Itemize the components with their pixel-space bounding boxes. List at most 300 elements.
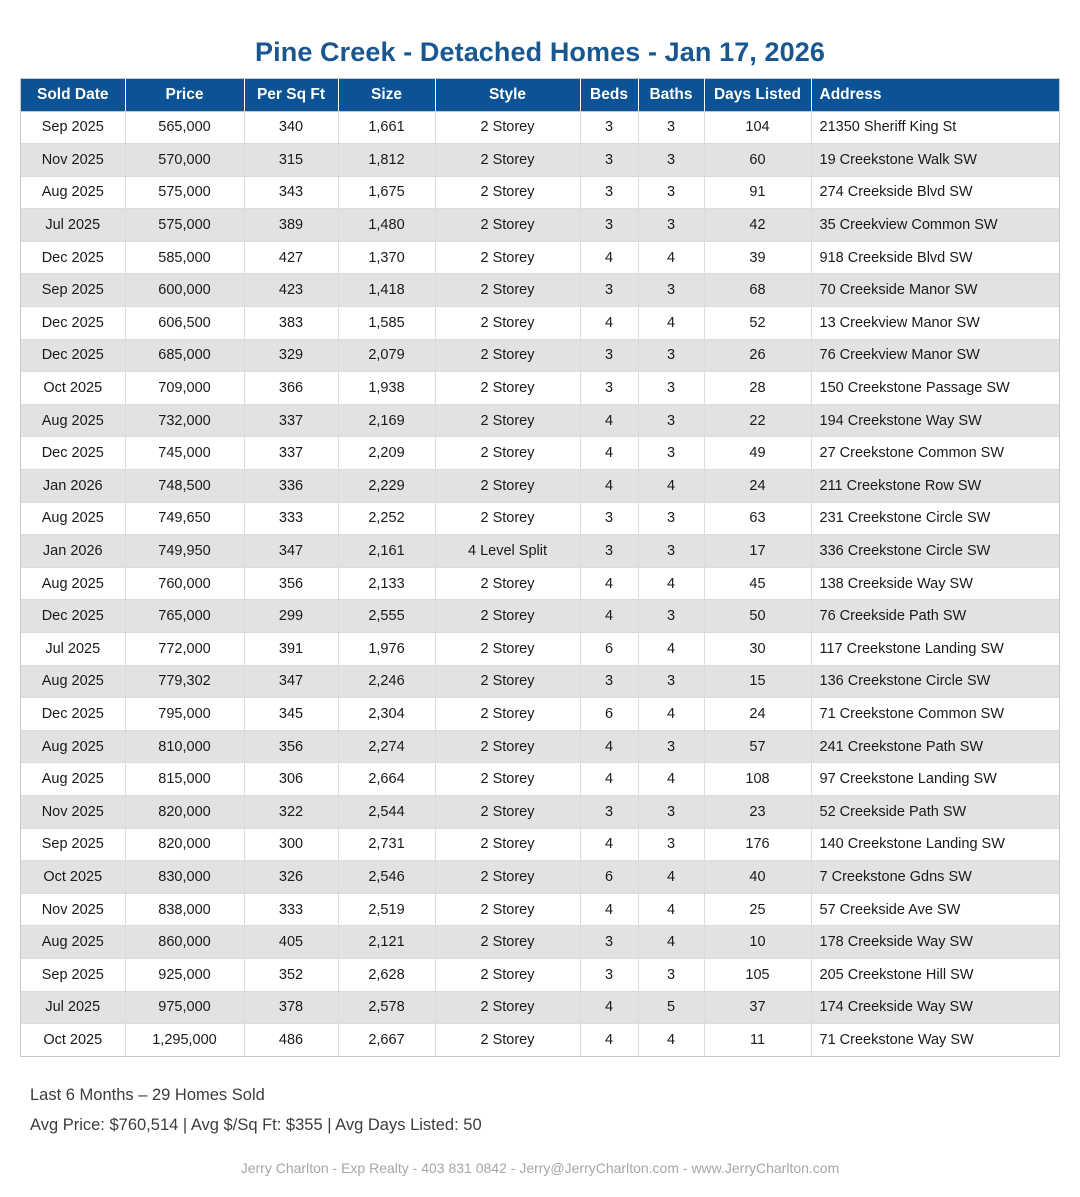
cell-baths: 4: [638, 307, 704, 340]
cell-address: 138 Creekside Way SW: [811, 567, 1059, 600]
column-header-baths[interactable]: Baths: [638, 79, 704, 111]
cell-style: 2 Storey: [435, 404, 580, 437]
cell-style: 2 Storey: [435, 861, 580, 894]
cell-beds: 3: [580, 958, 638, 991]
cell-beds: 4: [580, 470, 638, 503]
cell-address: 241 Creekstone Path SW: [811, 730, 1059, 763]
cell-style: 2 Storey: [435, 437, 580, 470]
cell-size: 2,546: [338, 861, 435, 894]
cell-beds: 3: [580, 502, 638, 535]
sold-homes-table-container: [20, 78, 1060, 1057]
cell-price: 1,295,000: [125, 1024, 244, 1057]
cell-price: 575,000: [125, 209, 244, 242]
column-header-price[interactable]: Price: [125, 79, 244, 111]
cell-beds: 4: [580, 404, 638, 437]
cell-beds: 6: [580, 633, 638, 666]
cell-price: 745,000: [125, 437, 244, 470]
cell-baths: 4: [638, 698, 704, 731]
cell-per_sq_ft: 333: [244, 502, 338, 535]
column-header-address[interactable]: Address: [811, 79, 1059, 111]
cell-address: 35 Creekview Common SW: [811, 209, 1059, 242]
cell-style: 2 Storey: [435, 795, 580, 828]
cell-style: 2 Storey: [435, 502, 580, 535]
cell-style: 2 Storey: [435, 763, 580, 796]
table-row[interactable]: [21, 665, 1059, 698]
cell-per_sq_ft: 366: [244, 372, 338, 405]
cell-sold_date: Jan 2026: [21, 470, 125, 503]
cell-sold_date: Nov 2025: [21, 144, 125, 177]
table-row[interactable]: [21, 209, 1059, 242]
cell-address: 918 Creekside Blvd SW: [811, 241, 1059, 274]
table-row[interactable]: [21, 111, 1059, 144]
cell-days_listed: 57: [704, 730, 811, 763]
cell-beds: 4: [580, 763, 638, 796]
cell-price: 975,000: [125, 991, 244, 1024]
cell-address: 178 Creekside Way SW: [811, 926, 1059, 959]
cell-style: 2 Storey: [435, 828, 580, 861]
cell-days_listed: 105: [704, 958, 811, 991]
cell-beds: 3: [580, 274, 638, 307]
cell-size: 2,304: [338, 698, 435, 731]
cell-size: 2,161: [338, 535, 435, 568]
cell-sold_date: Sep 2025: [21, 111, 125, 144]
table-row[interactable]: [21, 404, 1059, 437]
cell-style: 2 Storey: [435, 600, 580, 633]
cell-baths: 3: [638, 339, 704, 372]
cell-address: 13 Creekview Manor SW: [811, 307, 1059, 340]
cell-price: 760,000: [125, 567, 244, 600]
cell-beds: 4: [580, 893, 638, 926]
sold-homes-table: [21, 79, 1059, 1056]
cell-size: 1,480: [338, 209, 435, 242]
cell-address: 19 Creekstone Walk SW: [811, 144, 1059, 177]
table-row[interactable]: [21, 437, 1059, 470]
cell-price: 779,302: [125, 665, 244, 698]
cell-sold_date: Aug 2025: [21, 404, 125, 437]
cell-price: 732,000: [125, 404, 244, 437]
cell-per_sq_ft: 340: [244, 111, 338, 144]
cell-beds: 3: [580, 535, 638, 568]
cell-days_listed: 108: [704, 763, 811, 796]
column-header-size[interactable]: Size: [338, 79, 435, 111]
cell-size: 1,675: [338, 176, 435, 209]
cell-beds: 6: [580, 861, 638, 894]
table-row[interactable]: [21, 339, 1059, 372]
cell-beds: 4: [580, 567, 638, 600]
cell-price: 685,000: [125, 339, 244, 372]
cell-address: 97 Creekstone Landing SW: [811, 763, 1059, 796]
column-header-per_sq_ft[interactable]: Per Sq Ft: [244, 79, 338, 111]
cell-baths: 3: [638, 437, 704, 470]
cell-sold_date: Dec 2025: [21, 600, 125, 633]
cell-sold_date: Dec 2025: [21, 698, 125, 731]
cell-beds: 4: [580, 600, 638, 633]
table-row[interactable]: [21, 1024, 1059, 1057]
cell-days_listed: 52: [704, 307, 811, 340]
cell-per_sq_ft: 337: [244, 404, 338, 437]
cell-size: 2,544: [338, 795, 435, 828]
table-row[interactable]: [21, 763, 1059, 796]
cell-price: 709,000: [125, 372, 244, 405]
column-header-style[interactable]: Style: [435, 79, 580, 111]
cell-style: 2 Storey: [435, 567, 580, 600]
cell-beds: 6: [580, 698, 638, 731]
cell-beds: 3: [580, 176, 638, 209]
cell-days_listed: 45: [704, 567, 811, 600]
table-header-row: [21, 79, 1059, 111]
table-row[interactable]: [21, 241, 1059, 274]
cell-style: 2 Storey: [435, 111, 580, 144]
cell-price: 772,000: [125, 633, 244, 666]
cell-per_sq_ft: 299: [244, 600, 338, 633]
cell-price: 810,000: [125, 730, 244, 763]
cell-size: 1,585: [338, 307, 435, 340]
cell-per_sq_ft: 343: [244, 176, 338, 209]
cell-price: 575,000: [125, 176, 244, 209]
cell-size: 2,519: [338, 893, 435, 926]
cell-days_listed: 42: [704, 209, 811, 242]
table-row[interactable]: [21, 307, 1059, 340]
cell-per_sq_ft: 423: [244, 274, 338, 307]
cell-sold_date: Aug 2025: [21, 502, 125, 535]
cell-style: 2 Storey: [435, 633, 580, 666]
cell-per_sq_ft: 315: [244, 144, 338, 177]
cell-sold_date: Aug 2025: [21, 730, 125, 763]
cell-sold_date: Dec 2025: [21, 339, 125, 372]
cell-price: 749,950: [125, 535, 244, 568]
cell-per_sq_ft: 352: [244, 958, 338, 991]
cell-size: 1,661: [338, 111, 435, 144]
cell-address: 70 Creekside Manor SW: [811, 274, 1059, 307]
table-row[interactable]: [21, 567, 1059, 600]
cell-style: 2 Storey: [435, 698, 580, 731]
cell-days_listed: 176: [704, 828, 811, 861]
cell-baths: 3: [638, 176, 704, 209]
cell-days_listed: 60: [704, 144, 811, 177]
cell-style: 2 Storey: [435, 307, 580, 340]
cell-baths: 3: [638, 795, 704, 828]
cell-price: 565,000: [125, 111, 244, 144]
cell-price: 820,000: [125, 795, 244, 828]
cell-per_sq_ft: 391: [244, 633, 338, 666]
cell-sold_date: Aug 2025: [21, 567, 125, 600]
cell-per_sq_ft: 405: [244, 926, 338, 959]
cell-address: 71 Creekstone Common SW: [811, 698, 1059, 731]
cell-address: 150 Creekstone Passage SW: [811, 372, 1059, 405]
cell-style: 2 Storey: [435, 926, 580, 959]
cell-days_listed: 10: [704, 926, 811, 959]
cell-sold_date: Sep 2025: [21, 274, 125, 307]
cell-size: 2,252: [338, 502, 435, 535]
table-row[interactable]: [21, 470, 1059, 503]
cell-per_sq_ft: 326: [244, 861, 338, 894]
cell-beds: 3: [580, 665, 638, 698]
table-row[interactable]: [21, 176, 1059, 209]
cell-beds: 3: [580, 926, 638, 959]
cell-per_sq_ft: 427: [244, 241, 338, 274]
column-header-sold_date[interactable]: Sold Date: [21, 79, 125, 111]
cell-style: 4 Level Split: [435, 535, 580, 568]
cell-beds: 4: [580, 991, 638, 1024]
cell-price: 570,000: [125, 144, 244, 177]
table-header: [21, 79, 1059, 111]
summary-line-averages: Avg Price: $760,514 | Avg $/Sq Ft: $355 | Avg Days Listed: 50: [30, 1116, 482, 1134]
cell-beds: 4: [580, 241, 638, 274]
cell-sold_date: Aug 2025: [21, 926, 125, 959]
cell-style: 2 Storey: [435, 241, 580, 274]
cell-address: 7 Creekstone Gdns SW: [811, 861, 1059, 894]
footer-contact-info: Jerry Charlton - Exp Realty - 403 831 0842 - Jerry@JerryCharlton.com - www.JerryCharlton.com: [240, 1160, 840, 1176]
cell-address: 174 Creekside Way SW: [811, 991, 1059, 1024]
cell-size: 2,628: [338, 958, 435, 991]
cell-per_sq_ft: 322: [244, 795, 338, 828]
cell-sold_date: Aug 2025: [21, 665, 125, 698]
table-row[interactable]: [21, 730, 1059, 763]
cell-size: 2,079: [338, 339, 435, 372]
table-row[interactable]: [21, 958, 1059, 991]
cell-baths: 4: [638, 763, 704, 796]
cell-size: 2,667: [338, 1024, 435, 1057]
cell-days_listed: 24: [704, 470, 811, 503]
cell-size: 2,229: [338, 470, 435, 503]
cell-address: 27 Creekstone Common SW: [811, 437, 1059, 470]
cell-size: 2,169: [338, 404, 435, 437]
table-body: [21, 111, 1059, 1056]
cell-beds: 3: [580, 339, 638, 372]
cell-size: 2,133: [338, 567, 435, 600]
cell-address: 231 Creekstone Circle SW: [811, 502, 1059, 535]
cell-price: 585,000: [125, 241, 244, 274]
cell-per_sq_ft: 336: [244, 470, 338, 503]
cell-beds: 4: [580, 307, 638, 340]
cell-days_listed: 22: [704, 404, 811, 437]
table-row[interactable]: [21, 372, 1059, 405]
cell-size: 1,370: [338, 241, 435, 274]
cell-days_listed: 37: [704, 991, 811, 1024]
cell-per_sq_ft: 345: [244, 698, 338, 731]
cell-price: 749,650: [125, 502, 244, 535]
cell-beds: 4: [580, 437, 638, 470]
cell-days_listed: 104: [704, 111, 811, 144]
cell-address: 21350 Sheriff King St: [811, 111, 1059, 144]
cell-style: 2 Storey: [435, 470, 580, 503]
cell-price: 815,000: [125, 763, 244, 796]
cell-address: 76 Creekview Manor SW: [811, 339, 1059, 372]
cell-baths: 4: [638, 1024, 704, 1057]
table-row[interactable]: [21, 274, 1059, 307]
cell-address: 117 Creekstone Landing SW: [811, 633, 1059, 666]
cell-size: 1,976: [338, 633, 435, 666]
cell-size: 2,664: [338, 763, 435, 796]
cell-sold_date: Jul 2025: [21, 633, 125, 666]
cell-baths: 4: [638, 861, 704, 894]
cell-per_sq_ft: 378: [244, 991, 338, 1024]
cell-baths: 3: [638, 958, 704, 991]
cell-beds: 3: [580, 144, 638, 177]
cell-baths: 3: [638, 111, 704, 144]
cell-address: 57 Creekside Ave SW: [811, 893, 1059, 926]
cell-days_listed: 26: [704, 339, 811, 372]
cell-days_listed: 23: [704, 795, 811, 828]
table-row[interactable]: [21, 535, 1059, 568]
table-row[interactable]: [21, 600, 1059, 633]
summary-line-count: Last 6 Months – 29 Homes Sold: [30, 1086, 265, 1104]
cell-price: 795,000: [125, 698, 244, 731]
cell-address: 76 Creekside Path SW: [811, 600, 1059, 633]
cell-beds: 4: [580, 828, 638, 861]
cell-price: 748,500: [125, 470, 244, 503]
cell-baths: 5: [638, 991, 704, 1024]
cell-sold_date: Sep 2025: [21, 958, 125, 991]
cell-baths: 3: [638, 144, 704, 177]
table-row[interactable]: [21, 991, 1059, 1024]
cell-days_listed: 30: [704, 633, 811, 666]
cell-days_listed: 49: [704, 437, 811, 470]
column-header-beds[interactable]: Beds: [580, 79, 638, 111]
cell-baths: 4: [638, 893, 704, 926]
cell-per_sq_ft: 486: [244, 1024, 338, 1057]
cell-address: 205 Creekstone Hill SW: [811, 958, 1059, 991]
cell-per_sq_ft: 337: [244, 437, 338, 470]
cell-per_sq_ft: 347: [244, 535, 338, 568]
cell-sold_date: Aug 2025: [21, 176, 125, 209]
cell-size: 2,121: [338, 926, 435, 959]
cell-beds: 3: [580, 795, 638, 828]
cell-sold_date: Jan 2026: [21, 535, 125, 568]
page-title: Pine Creek - Detached Homes - Jan 17, 2026: [255, 37, 825, 68]
cell-price: 820,000: [125, 828, 244, 861]
cell-days_listed: 25: [704, 893, 811, 926]
cell-baths: 4: [638, 926, 704, 959]
cell-beds: 3: [580, 372, 638, 405]
cell-per_sq_ft: 306: [244, 763, 338, 796]
cell-baths: 3: [638, 502, 704, 535]
table-row[interactable]: [21, 698, 1059, 731]
cell-price: 830,000: [125, 861, 244, 894]
cell-baths: 3: [638, 600, 704, 633]
cell-per_sq_ft: 300: [244, 828, 338, 861]
cell-size: 1,938: [338, 372, 435, 405]
cell-baths: 3: [638, 274, 704, 307]
cell-baths: 3: [638, 730, 704, 763]
cell-address: 211 Creekstone Row SW: [811, 470, 1059, 503]
cell-days_listed: 40: [704, 861, 811, 894]
cell-days_listed: 15: [704, 665, 811, 698]
cell-size: 1,418: [338, 274, 435, 307]
cell-sold_date: Jul 2025: [21, 991, 125, 1024]
cell-sold_date: Aug 2025: [21, 763, 125, 796]
cell-style: 2 Storey: [435, 958, 580, 991]
cell-style: 2 Storey: [435, 372, 580, 405]
cell-style: 2 Storey: [435, 339, 580, 372]
cell-size: 2,731: [338, 828, 435, 861]
cell-address: 336 Creekstone Circle SW: [811, 535, 1059, 568]
cell-style: 2 Storey: [435, 209, 580, 242]
cell-beds: 3: [580, 209, 638, 242]
cell-sold_date: Jul 2025: [21, 209, 125, 242]
cell-sold_date: Sep 2025: [21, 828, 125, 861]
cell-style: 2 Storey: [435, 665, 580, 698]
cell-size: 2,274: [338, 730, 435, 763]
cell-days_listed: 68: [704, 274, 811, 307]
cell-baths: 3: [638, 535, 704, 568]
table-row[interactable]: [21, 926, 1059, 959]
cell-sold_date: Dec 2025: [21, 241, 125, 274]
cell-address: 274 Creekside Blvd SW: [811, 176, 1059, 209]
cell-price: 925,000: [125, 958, 244, 991]
cell-beds: 3: [580, 111, 638, 144]
cell-baths: 3: [638, 209, 704, 242]
cell-price: 600,000: [125, 274, 244, 307]
cell-baths: 4: [638, 567, 704, 600]
table-row[interactable]: [21, 861, 1059, 894]
cell-sold_date: Oct 2025: [21, 372, 125, 405]
cell-baths: 4: [638, 470, 704, 503]
cell-address: 194 Creekstone Way SW: [811, 404, 1059, 437]
cell-per_sq_ft: 383: [244, 307, 338, 340]
cell-style: 2 Storey: [435, 144, 580, 177]
cell-baths: 4: [638, 633, 704, 666]
cell-per_sq_ft: 356: [244, 567, 338, 600]
table-row[interactable]: [21, 795, 1059, 828]
cell-style: 2 Storey: [435, 274, 580, 307]
cell-days_listed: 91: [704, 176, 811, 209]
cell-style: 2 Storey: [435, 991, 580, 1024]
cell-style: 2 Storey: [435, 176, 580, 209]
cell-per_sq_ft: 389: [244, 209, 338, 242]
cell-days_listed: 11: [704, 1024, 811, 1057]
cell-size: 2,578: [338, 991, 435, 1024]
cell-price: 765,000: [125, 600, 244, 633]
cell-address: 136 Creekstone Circle SW: [811, 665, 1059, 698]
table-row[interactable]: [21, 828, 1059, 861]
cell-address: 71 Creekstone Way SW: [811, 1024, 1059, 1057]
cell-style: 2 Storey: [435, 730, 580, 763]
cell-style: 2 Storey: [435, 1024, 580, 1057]
table-row[interactable]: [21, 144, 1059, 177]
cell-sold_date: Dec 2025: [21, 307, 125, 340]
cell-sold_date: Nov 2025: [21, 893, 125, 926]
cell-days_listed: 50: [704, 600, 811, 633]
cell-days_listed: 17: [704, 535, 811, 568]
cell-address: 52 Creekside Path SW: [811, 795, 1059, 828]
cell-size: 2,209: [338, 437, 435, 470]
cell-sold_date: Nov 2025: [21, 795, 125, 828]
cell-style: 2 Storey: [435, 893, 580, 926]
cell-per_sq_ft: 356: [244, 730, 338, 763]
cell-baths: 3: [638, 665, 704, 698]
cell-days_listed: 28: [704, 372, 811, 405]
cell-days_listed: 39: [704, 241, 811, 274]
table-row[interactable]: [21, 633, 1059, 666]
cell-address: 140 Creekstone Landing SW: [811, 828, 1059, 861]
summary-block: [30, 1080, 482, 1140]
cell-price: 860,000: [125, 926, 244, 959]
table-row[interactable]: [21, 893, 1059, 926]
cell-price: 838,000: [125, 893, 244, 926]
cell-beds: 4: [580, 1024, 638, 1057]
cell-days_listed: 63: [704, 502, 811, 535]
cell-per_sq_ft: 329: [244, 339, 338, 372]
cell-beds: 4: [580, 730, 638, 763]
cell-sold_date: Dec 2025: [21, 437, 125, 470]
cell-sold_date: Oct 2025: [21, 1024, 125, 1057]
table-row[interactable]: [21, 502, 1059, 535]
cell-baths: 4: [638, 241, 704, 274]
cell-per_sq_ft: 347: [244, 665, 338, 698]
column-header-days_listed[interactable]: Days Listed: [704, 79, 811, 111]
cell-per_sq_ft: 333: [244, 893, 338, 926]
